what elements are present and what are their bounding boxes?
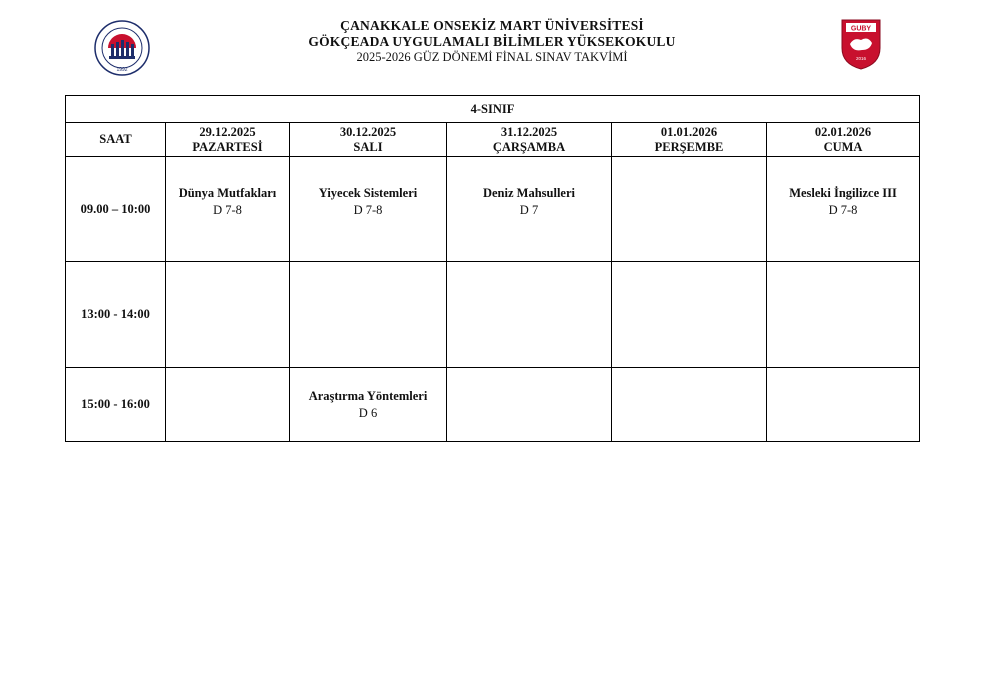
exam-cell: Dünya Mutfakları D 7-8 <box>166 157 290 262</box>
time-slot: 15:00 - 16:00 <box>66 368 166 442</box>
university-name: ÇANAKKALE ONSEKİZ MART ÜNİVERSİTESİ <box>340 18 644 33</box>
table-row <box>66 262 920 368</box>
time-header: SAAT <box>66 123 166 157</box>
exam-cell <box>166 262 290 368</box>
exam-cell <box>447 262 612 368</box>
exam-cell <box>767 368 920 442</box>
exam-cell: Mesleki İngilizce III D 7-8 <box>767 157 920 262</box>
time-slot: 13:00 - 14:00 <box>66 262 166 368</box>
time-slot: 09.00 – 10:00 <box>66 157 166 262</box>
exam-cell <box>166 368 290 442</box>
svg-text:1992: 1992 <box>116 67 128 73</box>
class-title: 4-SINIF <box>66 96 920 123</box>
exam-cell: Araştırma Yöntemleri D 6 <box>290 368 447 442</box>
document-header <box>0 18 984 65</box>
table-row <box>66 368 920 442</box>
svg-text:GUBY: GUBY <box>850 25 872 33</box>
table-row <box>66 157 920 262</box>
svg-text:2016: 2016 <box>855 56 867 61</box>
exam-cell <box>290 262 447 368</box>
exam-cell <box>612 262 767 368</box>
exam-schedule-title: 2025-2026 GÜZ DÖNEMİ FİNAL SINAV TAKVİMİ <box>356 50 628 64</box>
school-name: GÖKÇEADA UYGULAMALI BİLİMLER YÜKSEKOKULU <box>308 34 676 49</box>
day-header: 30.12.2025 SALI <box>290 123 447 157</box>
exam-cell <box>767 262 920 368</box>
day-header: 01.01.2026 PERŞEMBE <box>612 123 767 157</box>
exam-cell: Deniz Mahsulleri D 7 <box>447 157 612 262</box>
exam-cell: Yiyecek Sistemleri D 7-8 <box>290 157 447 262</box>
day-header: 29.12.2025 PAZARTESİ <box>166 123 290 157</box>
exam-cell <box>447 368 612 442</box>
exam-cell <box>612 368 767 442</box>
exam-schedule-table <box>65 95 920 442</box>
day-header: 31.12.2025 ÇARŞAMBA <box>447 123 612 157</box>
day-header: 02.01.2026 CUMA <box>767 123 920 157</box>
exam-cell <box>612 157 767 262</box>
